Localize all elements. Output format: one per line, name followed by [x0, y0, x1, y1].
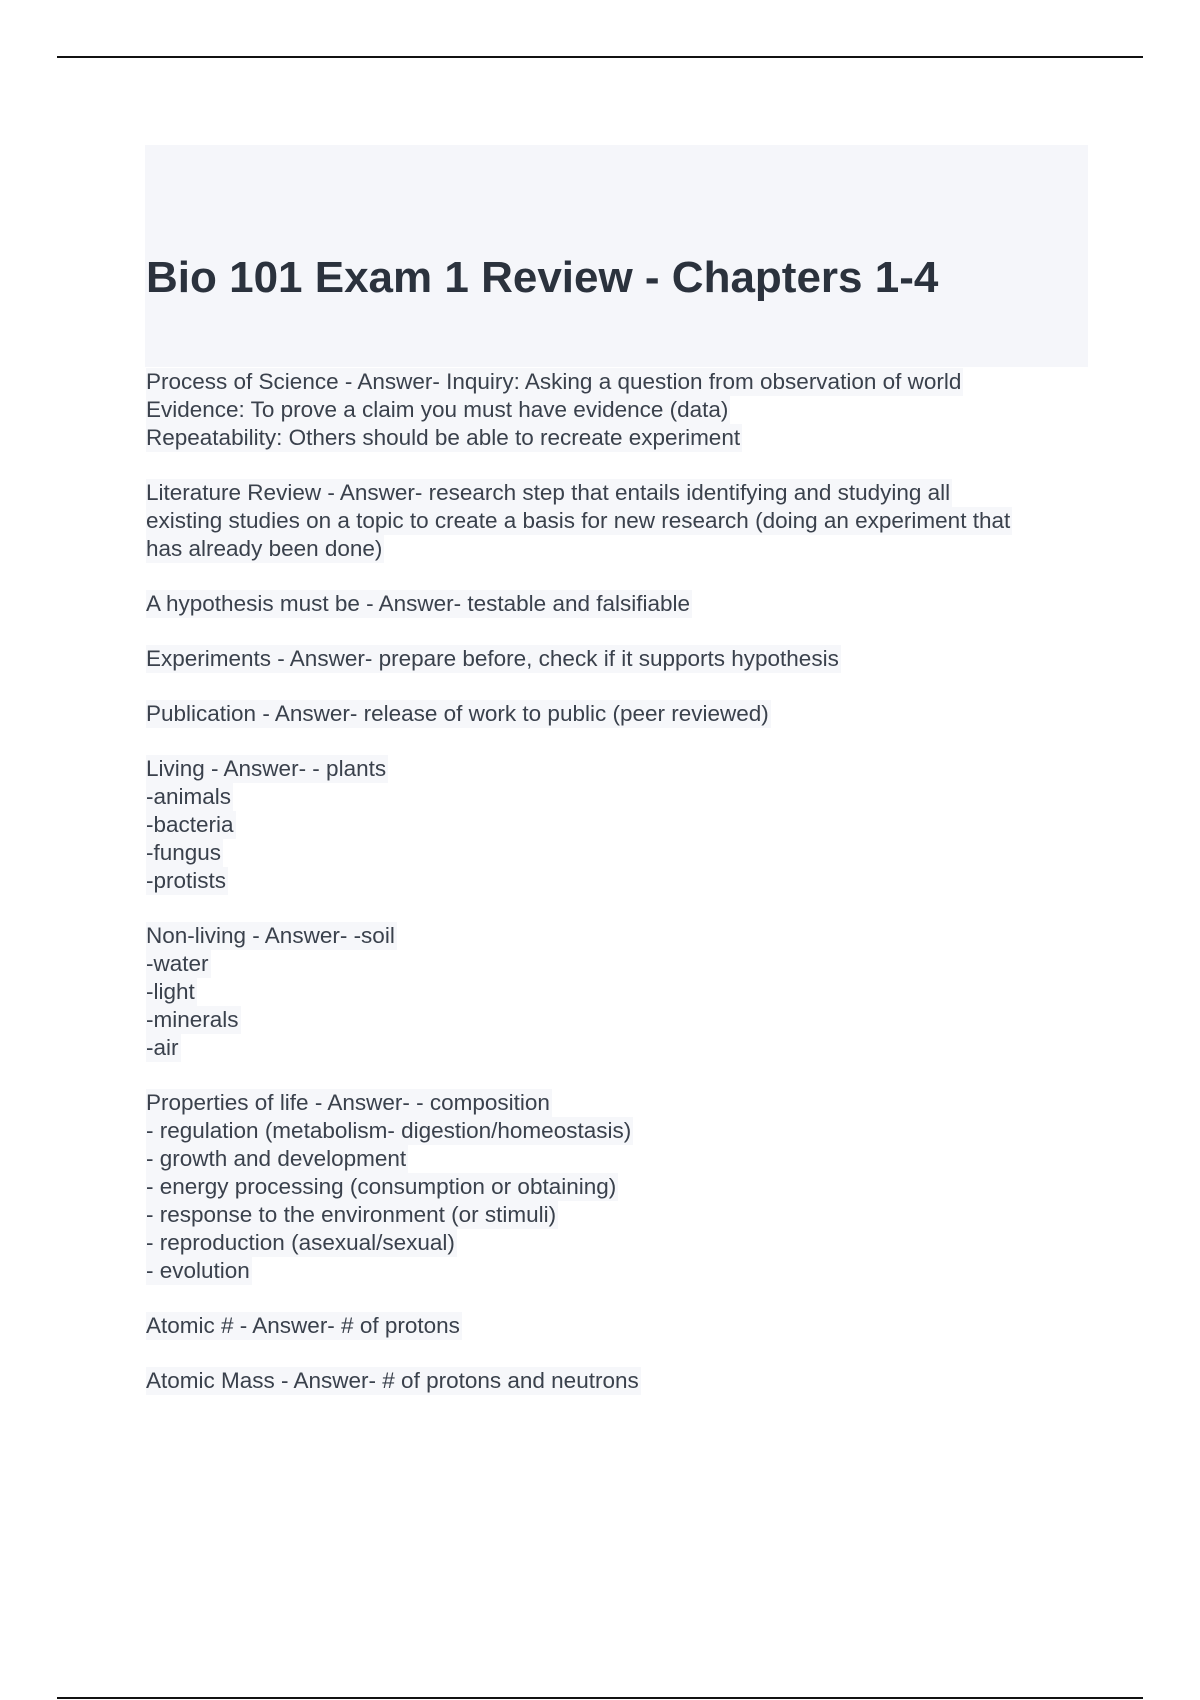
- entry-question-line: Atomic Mass - Answer- # of protons and neutrons: [146, 1368, 639, 1393]
- entry-answer-line: -water: [146, 951, 209, 976]
- entry-question-line: Properties of life - Answer- - composition: [146, 1090, 550, 1115]
- entry-question-line: Publication - Answer- release of work to public (peer reviewed): [146, 701, 769, 726]
- entry-question-line: Non-living - Answer- -soil: [146, 923, 395, 948]
- review-entry: [146, 1312, 1086, 1340]
- entry-answer-line: has already been done): [146, 536, 383, 561]
- review-entries: [146, 368, 1086, 1422]
- entry-answer-line: -protists: [146, 868, 227, 893]
- entry-answer-line: - regulation (metabolism- digestion/homeostasis): [146, 1118, 632, 1143]
- review-entry: [146, 1089, 1086, 1285]
- entry-answer-line: - reproduction (asexual/sexual): [146, 1230, 455, 1255]
- review-entry: [146, 700, 1086, 728]
- entry-question-line: A hypothesis must be - Answer- testable and falsifiable: [146, 591, 691, 616]
- entry-answer-line: - evolution: [146, 1258, 250, 1283]
- review-entry: [146, 645, 1086, 673]
- review-entry: [146, 1367, 1086, 1395]
- entry-question-line: Process of Science - Answer- Inquiry: Asking a question from observation of world: [146, 369, 962, 394]
- entry-answer-line: - growth and development: [146, 1146, 407, 1171]
- entry-answer-line: Evidence: To prove a claim you must have evidence (data): [146, 397, 729, 422]
- entry-answer-line: - energy processing (consumption or obtaining): [146, 1174, 617, 1199]
- review-entry: [146, 755, 1086, 895]
- entry-question-line: Atomic # - Answer- # of protons: [146, 1313, 460, 1338]
- entry-question-line: Living - Answer- - plants: [146, 756, 387, 781]
- entry-answer-line: -bacteria: [146, 812, 234, 837]
- document-title: Bio 101 Exam 1 Review - Chapters 1-4: [146, 253, 939, 302]
- entry-answer-line: -animals: [146, 784, 232, 809]
- entry-answer-line: -air: [146, 1035, 179, 1060]
- entry-answer-line: -minerals: [146, 1007, 239, 1032]
- bottom-rule: [57, 1697, 1143, 1699]
- entry-answer-line: Repeatability: Others should be able to recreate experiment: [146, 425, 741, 450]
- entry-answer-line: - response to the environment (or stimuli): [146, 1202, 557, 1227]
- entry-answer-line: -fungus: [146, 840, 222, 865]
- entry-question-line: Literature Review - Answer- research step that entails identifying and studying all: [146, 480, 951, 505]
- entry-question-line: Experiments - Answer- prepare before, check if it supports hypothesis: [146, 646, 839, 671]
- top-rule: [57, 56, 1143, 58]
- review-entry: [146, 368, 1086, 452]
- review-entry: [146, 922, 1086, 1062]
- review-entry: [146, 590, 1086, 618]
- entry-answer-line: -light: [146, 979, 195, 1004]
- review-entry: [146, 479, 1086, 563]
- entry-answer-line: existing studies on a topic to create a basis for new research (doing an experiment that: [146, 508, 1011, 533]
